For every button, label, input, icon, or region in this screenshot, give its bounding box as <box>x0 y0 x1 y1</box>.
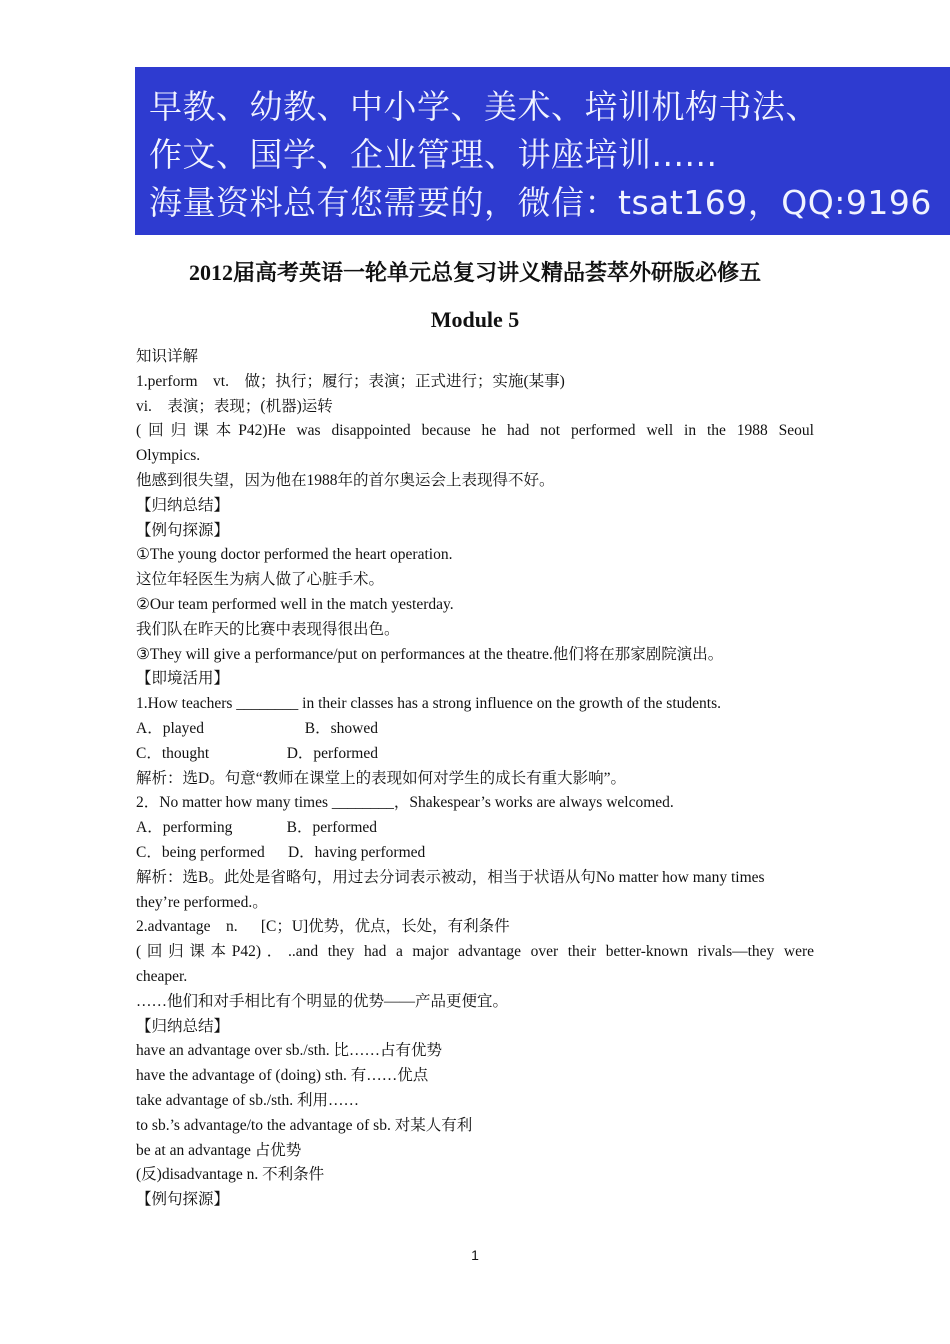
phrase-item: (反)disadvantage n. 不利条件 <box>136 1166 325 1184</box>
phrase-item: have the advantage of (doing) sth. 有……优点 <box>136 1067 429 1085</box>
exercise-options: C．thought D．performed <box>136 744 378 762</box>
section-heading: 知识详解 <box>136 348 199 365</box>
subheading-practice: 【即境活用】 <box>136 670 230 688</box>
translation: 他感到很失望，因为他在1988年的首尔奥运会上表现得不好。 <box>136 471 555 489</box>
translation: 这位年轻医生为病人做了心脏手术。 <box>136 571 385 589</box>
textbook-quote: (回归课本P42)．..and they had a major advantage over their better-known rivals—they were <box>136 943 814 961</box>
banner-line-2: 作文、国学、企业管理、讲座培训...... <box>149 135 718 174</box>
subheading-examples: 【例句探源】 <box>136 521 230 539</box>
textbook-quote-cont: cheaper. <box>136 967 188 985</box>
exercise-question: 1.How teachers ________ in their classes has a strong influence on the growth of the students. <box>136 695 721 713</box>
exercise-explanation: 解析：选D。句意“教师在课堂上的表现如何对学生的成长有重大影响”。 <box>136 769 626 787</box>
exercise-explanation-cont: they’re performed.。 <box>136 893 268 911</box>
module-title: Module 5 <box>430 307 520 332</box>
exercise-options: A．performing B．performed <box>136 819 378 837</box>
phrase-item: have an advantage over sb./sth. 比……占有优势 <box>136 1042 443 1060</box>
phrase-item: be at an advantage 占优势 <box>136 1141 302 1159</box>
example-sentence: ①The young doctor performed the heart operation. <box>136 546 453 564</box>
page-number: 1 <box>471 1247 479 1263</box>
exercise-question: 2．No matter how many times ________，Shakespear’s works are always welcomed. <box>136 794 674 812</box>
ad-banner <box>135 67 950 235</box>
phrase-item: take advantage of sb./sth. 利用…… <box>136 1091 359 1109</box>
translation: ……他们和对手相比有个明显的优势——产品更便宜。 <box>136 992 509 1010</box>
subheading-examples: 【例句探源】 <box>136 1191 230 1209</box>
subheading-summary: 【归纳总结】 <box>136 496 230 514</box>
subheading-summary: 【归纳总结】 <box>136 1017 230 1035</box>
vocab-definition: vi. 表演；表现；(机器)运转 <box>136 397 333 415</box>
example-sentence: ③They will give a performance/put on performances at the theatre.他们将在那家剧院演出。 <box>136 645 724 663</box>
textbook-quote-cont: Olympics. <box>136 447 201 465</box>
document-title: 2012届高考英语一轮单元总复习讲义精品荟萃外研版必修五 <box>188 260 761 285</box>
document-body <box>136 345 814 1213</box>
exercise-options: C．being performed D．having performed <box>136 843 426 861</box>
translation: 我们队在昨天的比赛中表现得很出色。 <box>136 620 400 638</box>
banner-line-3: 海量资料总有您需要的，微信：tsat169，QQ:9196 <box>149 183 932 222</box>
vocab-entry: 1.perform vt. 做；执行；履行；表演；正式进行；实施(某事) <box>136 372 565 390</box>
vocab-entry: 2.advantage n. [C；U]优势，优点，长处，有利条件 <box>136 918 510 936</box>
exercise-options: A．played B．showed <box>136 719 378 737</box>
textbook-quote: (回归课本P42)He was disappointed because he had not performed well in the 1988 Seoul <box>136 422 814 440</box>
example-sentence: ②Our team performed well in the match yesterday. <box>136 595 454 613</box>
exercise-explanation: 解析：选B。此处是省略句，用过去分词表示被动，相当于状语从句No matter how many times <box>136 868 765 886</box>
phrase-item: to sb.’s advantage/to the advantage of sb. 对某人有利 <box>136 1116 473 1134</box>
banner-line-1: 早教、幼教、中小学、美术、培训机构书法、 <box>149 87 819 126</box>
